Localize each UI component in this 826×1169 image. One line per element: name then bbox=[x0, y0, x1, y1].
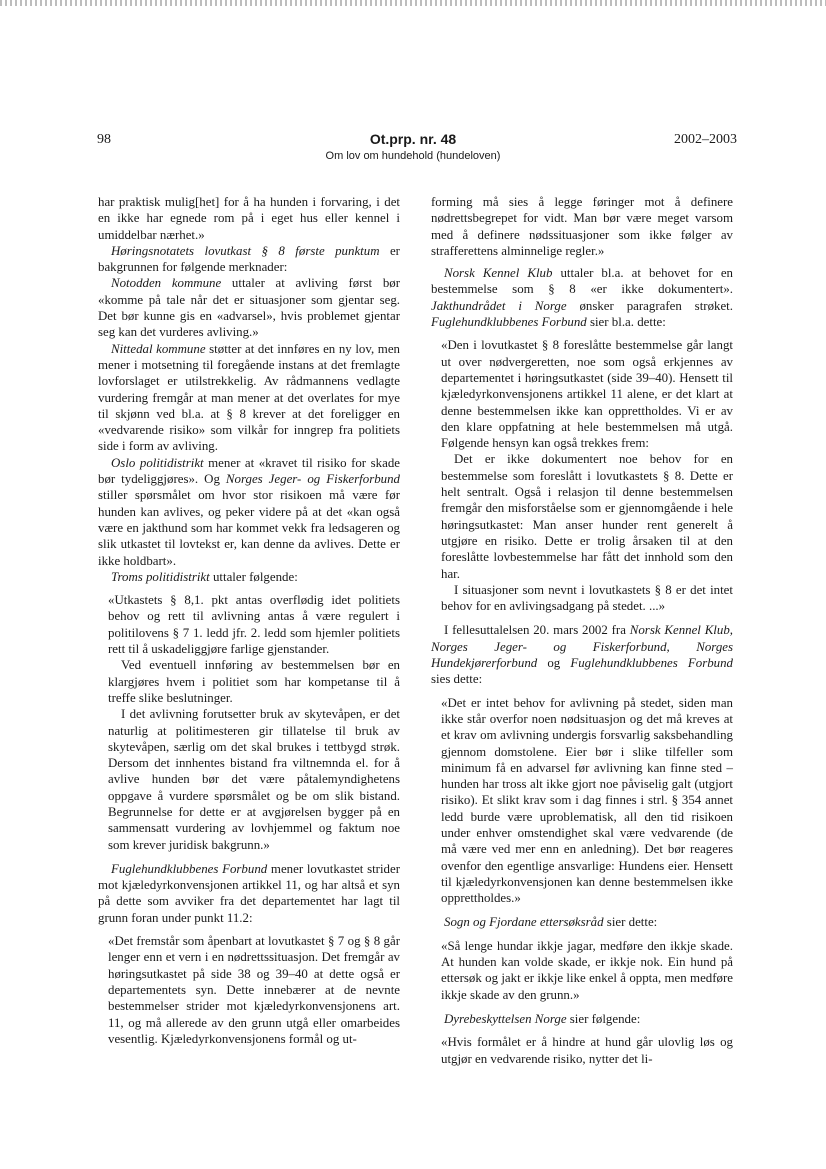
paragraph: Oslo politidistrikt mener at «kravet til risiko for skade bør tydeliggjøres». Og Norges Jeger- og Fiskerforbund stiller spørsmålet om hvor stor risikoen må være før hunden kan avlives, og peker videre på at det «kan også være en jakthund som har kommet vekk fra ledsageren og slik utkastet til lovtekst er, kan denne da avlives. Dette er ikke holdbart». bbox=[98, 455, 400, 568]
block-quote bbox=[108, 592, 400, 853]
organization-name: Fuglehundklubbenes Forbund bbox=[111, 861, 268, 876]
paragraph: Høringsnotatets lovutkast § 8 første punktum er bakgrunnen for følgende merknader: bbox=[98, 243, 400, 275]
quote-paragraph: «Det fremstår som åpenbart at lovutkastet § 7 og § 8 går lenger enn et vern i en nødrettssituasjon. Det fremgår av høringsutkastet på side 38 og 39–40 at dette også er departementets syn. Dette innebærer at de nevnte bestemmelser strider mot kjæledyrkonvensjonens art. 11, og må allerede av den grunn utgå eller omarbeides vesentlig. Kjæledyrkonvensjonens formål og ut- bbox=[108, 934, 400, 1046]
organization-name: Troms politidistrikt bbox=[111, 569, 210, 584]
quote-paragraph: Det er ikke dokumentert noe behov for en bestemmelse som foreslått i lovutkastets § 8. Dette er helt sentralt. Også i relasjon til denne bestemmelsen fremgår den misforståelse som er gjennomgående i hele høringsutkastet: Man anser hunder rent generelt å utgjøre en risiko. Dette er trolig årsaken til at den foreslåtte lovbestemmelse har fått det innhold som den har. bbox=[441, 452, 733, 581]
paragraph: I fellesuttalelsen 20. mars 2002 fra Norsk Kennel Klub, Norges Jeger- og Fiskerforbund, Norges Hundekjørerforbund og Fuglehundklubbenes Forbund sies dette: bbox=[431, 623, 733, 687]
organization-name: Norsk Kennel Klub, Norges Jeger- og Fiskerforbund, Norges Hundekjørerforbund bbox=[431, 623, 733, 671]
paragraph: Fuglehundklubbenes Forbund mener lovutkastet strider mot kjæledyrkonvensjonen artikkel 11, og har altså et syn på dette som avviker fra det departementet har lagt til grunn foran under punkt 11.2: bbox=[98, 861, 401, 925]
left-column bbox=[98, 194, 400, 1055]
quote-paragraph: «Det er intet behov for avlivning på stedet, siden man ikke står overfor noen nødsituasjon og det må kreves at et krav om avlivning undergis forsvarlig saksbehandling gjennom domstolene. Eier bør i slike tilfeller som minimum få en advarsel før avlivning kan finne sted – hunden har tross alt ikke gjort noe påviselig galt (utgjort risiko). Et slikt krav som i dag finnes i strl. § 354 annet ledd burde være uproblematisk, all den tid risikoen under enhver omstendighet skal være vedvarende (de må være ved mer enn en anledning). Det bør reageres ovenfor den egentlige ansvarlige: Hundens eier. Hensett til kjæledyrkonvensjonen kan denne bestemmelsen ikke opprettholdes.» bbox=[441, 695, 733, 906]
quote-paragraph: Ved eventuell innføring av bestemmelsen bør en klargjøres hvem i politiet som har kompetanse til å treffe slike beslutninger. bbox=[108, 658, 400, 705]
quote-paragraph: «Den i lovutkastet § 8 foreslåtte bestemmelse går langt ut over nødvergeretten, noe som også erkjennes av departementet i høringsutkastet (side 39–40). Hensett til kjæledyrkonvensjonens artikkel 11 alene, er det klart at denne bestemmelsen ikke kan opprettholdes. Vi er av den klare oppfatning at hele bestemmelsen må utgå. Følgende hensyn kan også trekkes frem: bbox=[441, 338, 733, 451]
paragraph: Nittedal kommune støtter at det innføres en ny lov, men mener i motsetning til foregående instans at det fremlagte lovforslaget er utilstrekkelig. Av rådmannens vedlagte vurdering fremgår at man mener at det overlates for mye til skjønn ved bl.a. at § 8 krever at det foreligger en «vedvarende risiko» som vilkår for inngrep fra politiets side i form av avliving. bbox=[98, 341, 401, 454]
organization-name: Norges Jeger- og Fiskerforbund bbox=[225, 472, 400, 487]
block-quote bbox=[441, 938, 733, 1003]
page-header bbox=[0, 130, 826, 170]
quote-paragraph: «Så lenge hundar ikkje jagar, medføre den ikkje skade. At hunden kan volde skade, er ikkje nok. Ein hund på ettersøk og jakt er ikkje like enkel å oppta, men medføre ikkje skade av den grunn.» bbox=[441, 938, 733, 1002]
paragraph: Troms politidistrikt uttaler følgende: bbox=[111, 569, 298, 584]
right-column bbox=[431, 194, 733, 1075]
organization-name: Jakthundrådet i Norge bbox=[431, 298, 567, 313]
block-quote bbox=[108, 933, 400, 1047]
cited-heading: Høringsnotatets lovutkast § 8 første punktum bbox=[111, 243, 380, 258]
paragraph: Notodden kommune uttaler at avliving først bør «komme på tale når det er situasjoner som gjentar seg. Det bør kunne gis en «advarsel», hvis problemet gjentar seg kan det vurderes avliving.» bbox=[98, 276, 401, 340]
document-subtitle: Om lov om hundehold (hundeloven) bbox=[325, 150, 501, 162]
quote-paragraph: «Hvis formålet er å hindre at hund går ulovlig løs og utgjør en vedvarende risiko, nytter det li- bbox=[441, 1035, 733, 1066]
block-quote bbox=[441, 337, 733, 614]
organization-name: Oslo politidistrikt bbox=[111, 455, 204, 470]
quote-paragraph: I det avlivning forutsetter bruk av skytevåpen, er det naturlig at politimesteren gir tillatelse til bruk av skytevåpen, særlig om det skal brukes i tettbygd strøk. Dersom det innhentes bistand fra viltnemnda el. for å avlive hunden bør det være påtalemyndighetens oppgave å vurdere spørsmålet og be om slik bistand. Begrunnelse for dette er at avgjørelsen bygger på en sammensatt vurdering av lovhjemmel og faktum noe som krever juridisk bakgrunn.» bbox=[108, 707, 400, 852]
quote-paragraph: I situasjoner som nevnt i lovutkastets § 8 er det intet behov for en avlivingsadgang på stedet. ...» bbox=[441, 582, 733, 614]
block-quote bbox=[441, 695, 733, 907]
paragraph: forming må sies å legge føringer mot å definere nødrettsbegrepet for vidt. Man bør være meget varsom med å definere nødssituasjoner som ikke følger av strafferettens alminnelige regler.» bbox=[431, 195, 733, 258]
session-year: 2002–2003 bbox=[674, 132, 737, 147]
page-number: 98 bbox=[97, 132, 111, 147]
document-title: Ot.prp. nr. 48 bbox=[369, 131, 457, 147]
organization-name: Dyrebeskyttelsen Norge bbox=[444, 1011, 567, 1026]
organization-name: Fuglehundklubbenes Forbund bbox=[431, 315, 587, 330]
organization-name: Sogn og Fjordane ettersøksråd bbox=[444, 915, 604, 930]
organization-name: Norsk Kennel Klub bbox=[444, 266, 553, 281]
paragraph: Sogn og Fjordane ettersøksråd sier dette: bbox=[444, 915, 658, 930]
quote-paragraph: «Utkastets § 8,1. pkt antas overflødig idet politiets behov og rett til avlivning antas å være regulert i politilovens § 7 1. ledd jfr. 2. ledd som hjemler politiets rett til å uskadeliggjøre farlige gjenstander. bbox=[108, 593, 400, 657]
organization-name: Fuglehundklubbenes Forbund bbox=[570, 656, 733, 671]
paragraph: har praktisk mulig[het] for å ha hunden i forvaring, i det en ikke har egnede rom på i eget hus eller kennel i umiddelbar nærhet.» bbox=[98, 195, 400, 242]
paragraph: Dyrebeskyttelsen Norge sier følgende: bbox=[444, 1011, 641, 1026]
scan-edge-artifact bbox=[0, 0, 826, 6]
organization-name: Notodden kommune bbox=[111, 276, 222, 291]
block-quote bbox=[441, 1034, 733, 1067]
paragraph: Norsk Kennel Klub uttaler bl.a. at behovet for en bestemmelse som § 8 «er ikke dokumentert». Jakthundrådet i Norge ønsker paragrafen strøket. Fuglehundklubbenes Forbund sier bl.a. dette: bbox=[431, 266, 734, 330]
organization-name: Nittedal kommune bbox=[111, 341, 206, 356]
